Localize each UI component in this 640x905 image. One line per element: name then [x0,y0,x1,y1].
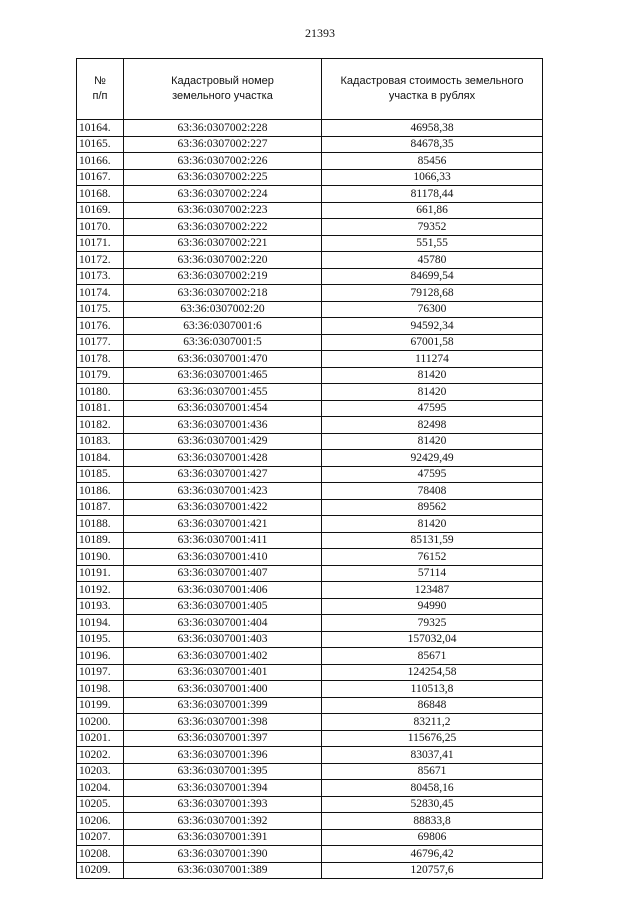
cadastral-number: 63:36:0307001:422 [124,499,322,516]
table-row [77,466,543,483]
cadastral-value: 80458,16 [322,780,543,797]
table-row [77,384,543,401]
header-cadastral-value: Кадастровая стоимость земельного участка в рублях [322,59,543,120]
row-number: 10193. [77,598,124,615]
table-row [77,829,543,846]
cadastral-number: 63:36:0307001:390 [124,846,322,863]
row-number: 10194. [77,615,124,632]
cadastral-value: 79325 [322,615,543,632]
cadastral-value: 124254,58 [322,664,543,681]
table-row [77,285,543,302]
row-number: 10186. [77,483,124,500]
cadastral-value: 85456 [322,153,543,170]
table-row [77,120,543,137]
table-row [77,615,543,632]
cadastral-number: 63:36:0307001:403 [124,631,322,648]
cadastral-number: 63:36:0307001:470 [124,351,322,368]
table-row [77,202,543,219]
cadastral-number: 63:36:0307002:221 [124,235,322,252]
table-row [77,730,543,747]
cadastral-number: 63:36:0307001:429 [124,433,322,450]
row-number: 10191. [77,565,124,582]
row-number: 10187. [77,499,124,516]
table-row [77,813,543,830]
row-number: 10208. [77,846,124,863]
cadastral-number: 63:36:0307001:392 [124,813,322,830]
table-row [77,450,543,467]
table-row [77,681,543,698]
cadastral-number: 63:36:0307001:455 [124,384,322,401]
row-number: 10171. [77,235,124,252]
table-row [77,549,543,566]
cadastral-value: 85671 [322,648,543,665]
row-number: 10209. [77,862,124,879]
row-number: 10165. [77,136,124,153]
cadastral-value: 46958,38 [322,120,543,137]
table-row [77,582,543,599]
cadastral-value: 86848 [322,697,543,714]
table-row [77,351,543,368]
cadastral-number: 63:36:0307001:397 [124,730,322,747]
table-row [77,318,543,335]
row-number: 10183. [77,433,124,450]
cadastral-number: 63:36:0307001:399 [124,697,322,714]
table-row [77,219,543,236]
cadastral-number: 63:36:0307001:404 [124,615,322,632]
table-body [77,120,543,879]
table-row [77,136,543,153]
cadastral-number: 63:36:0307002:223 [124,202,322,219]
row-number: 10204. [77,780,124,797]
table-row [77,433,543,450]
cadastral-number: 63:36:0307002:225 [124,169,322,186]
cadastral-value: 89562 [322,499,543,516]
table-row [77,186,543,203]
cadastral-value: 79128,68 [322,285,543,302]
table-header [77,59,543,120]
table-row [77,697,543,714]
cadastral-number: 63:36:0307001:393 [124,796,322,813]
cadastral-number: 63:36:0307001:402 [124,648,322,665]
cadastral-number: 63:36:0307001:400 [124,681,322,698]
cadastral-value: 84678,35 [322,136,543,153]
cadastral-number: 63:36:0307002:224 [124,186,322,203]
table-row [77,565,543,582]
row-number: 10179. [77,367,124,384]
cadastral-number: 63:36:0307001:389 [124,862,322,879]
cadastral-number: 63:36:0307001:410 [124,549,322,566]
table-row [77,499,543,516]
cadastral-value: 157032,04 [322,631,543,648]
cadastral-number: 63:36:0307001:6 [124,318,322,335]
cadastral-value: 45780 [322,252,543,269]
cadastral-number: 63:36:0307001:391 [124,829,322,846]
cadastral-number: 63:36:0307002:227 [124,136,322,153]
cadastral-number: 63:36:0307001:398 [124,714,322,731]
cadastral-value: 88833,8 [322,813,543,830]
cadastral-number: 63:36:0307001:428 [124,450,322,467]
cadastral-value: 78408 [322,483,543,500]
header-row-number: № п/п [77,59,124,120]
cadastral-value: 47595 [322,400,543,417]
row-number: 10178. [77,351,124,368]
cadastral-number: 63:36:0307002:219 [124,268,322,285]
cadastral-number: 63:36:0307001:406 [124,582,322,599]
table-row [77,417,543,434]
row-number: 10199. [77,697,124,714]
cadastral-number: 63:36:0307001:423 [124,483,322,500]
cadastral-value: 85131,59 [322,532,543,549]
cadastral-number: 63:36:0307001:421 [124,516,322,533]
cadastral-number: 63:36:0307001:405 [124,598,322,615]
cadastral-number: 63:36:0307002:228 [124,120,322,137]
row-number: 10192. [77,582,124,599]
row-number: 10174. [77,285,124,302]
cadastral-value: 120757,6 [322,862,543,879]
row-number: 10175. [77,301,124,318]
row-number: 10197. [77,664,124,681]
cadastral-number: 63:36:0307001:427 [124,466,322,483]
row-number: 10166. [77,153,124,170]
table-row [77,235,543,252]
table-row [77,862,543,879]
cadastral-number: 63:36:0307001:5 [124,334,322,351]
row-number: 10176. [77,318,124,335]
table-row [77,367,543,384]
table-row [77,846,543,863]
header-cadastral-number: Кадастровый номер земельного участка [124,59,322,120]
table-row [77,400,543,417]
cadastral-number: 63:36:0307002:222 [124,219,322,236]
cadastral-number: 63:36:0307001:436 [124,417,322,434]
table-row [77,631,543,648]
row-number: 10185. [77,466,124,483]
cadastral-value: 47595 [322,466,543,483]
table-row [77,796,543,813]
table-row [77,153,543,170]
row-number: 10188. [77,516,124,533]
row-number: 10189. [77,532,124,549]
table-row [77,664,543,681]
row-number: 10184. [77,450,124,467]
row-number: 10201. [77,730,124,747]
cadastral-number: 63:36:0307001:396 [124,747,322,764]
cadastral-number: 63:36:0307002:218 [124,285,322,302]
row-number: 10180. [77,384,124,401]
row-number: 10195. [77,631,124,648]
cadastral-value: 81420 [322,384,543,401]
cadastral-value: 83037,41 [322,747,543,764]
cadastral-value: 1066,33 [322,169,543,186]
table-row [77,301,543,318]
cadastral-value: 57114 [322,565,543,582]
row-number: 10190. [77,549,124,566]
cadastral-number: 63:36:0307001:407 [124,565,322,582]
row-number: 10182. [77,417,124,434]
row-number: 10198. [77,681,124,698]
cadastral-value: 84699,54 [322,268,543,285]
cadastral-value-table [76,58,543,879]
cadastral-number: 63:36:0307002:20 [124,301,322,318]
table-row [77,483,543,500]
row-number: 10202. [77,747,124,764]
cadastral-value: 83211,2 [322,714,543,731]
row-number: 10177. [77,334,124,351]
cadastral-value: 123487 [322,582,543,599]
cadastral-value: 79352 [322,219,543,236]
row-number: 10181. [77,400,124,417]
row-number: 10196. [77,648,124,665]
cadastral-value: 81420 [322,516,543,533]
table-row [77,334,543,351]
cadastral-value: 111274 [322,351,543,368]
cadastral-value: 115676,25 [322,730,543,747]
cadastral-number: 63:36:0307001:394 [124,780,322,797]
row-number: 10172. [77,252,124,269]
table-row [77,780,543,797]
cadastral-value: 551,55 [322,235,543,252]
table-row [77,648,543,665]
cadastral-value: 76152 [322,549,543,566]
cadastral-number: 63:36:0307002:220 [124,252,322,269]
cadastral-value: 81178,44 [322,186,543,203]
row-number: 10169. [77,202,124,219]
cadastral-value: 85671 [322,763,543,780]
cadastral-number: 63:36:0307001:401 [124,664,322,681]
row-number: 10206. [77,813,124,830]
cadastral-number: 63:36:0307001:465 [124,367,322,384]
cadastral-value: 82498 [322,417,543,434]
table-row [77,598,543,615]
table-row [77,763,543,780]
page-number: 21393 [305,26,335,40]
cadastral-value: 661,86 [322,202,543,219]
table-row [77,516,543,533]
cadastral-value: 76300 [322,301,543,318]
table-row [77,532,543,549]
cadastral-value: 110513,8 [322,681,543,698]
cadastral-value: 69806 [322,829,543,846]
cadastral-value: 52830,45 [322,796,543,813]
row-number: 10168. [77,186,124,203]
row-number: 10207. [77,829,124,846]
cadastral-number: 63:36:0307001:395 [124,763,322,780]
cadastral-value: 46796,42 [322,846,543,863]
table-row [77,252,543,269]
table-row [77,747,543,764]
cadastral-number: 63:36:0307002:226 [124,153,322,170]
cadastral-value: 81420 [322,367,543,384]
cadastral-number: 63:36:0307001:411 [124,532,322,549]
table-row [77,714,543,731]
row-number: 10170. [77,219,124,236]
row-number: 10200. [77,714,124,731]
table-row [77,268,543,285]
cadastral-value: 67001,58 [322,334,543,351]
cadastral-number: 63:36:0307001:454 [124,400,322,417]
row-number: 10205. [77,796,124,813]
row-number: 10167. [77,169,124,186]
cadastral-value: 94592,34 [322,318,543,335]
cadastral-value: 94990 [322,598,543,615]
row-number: 10203. [77,763,124,780]
row-number: 10173. [77,268,124,285]
cadastral-value: 81420 [322,433,543,450]
cadastral-value: 92429,49 [322,450,543,467]
table-row [77,169,543,186]
row-number: 10164. [77,120,124,137]
